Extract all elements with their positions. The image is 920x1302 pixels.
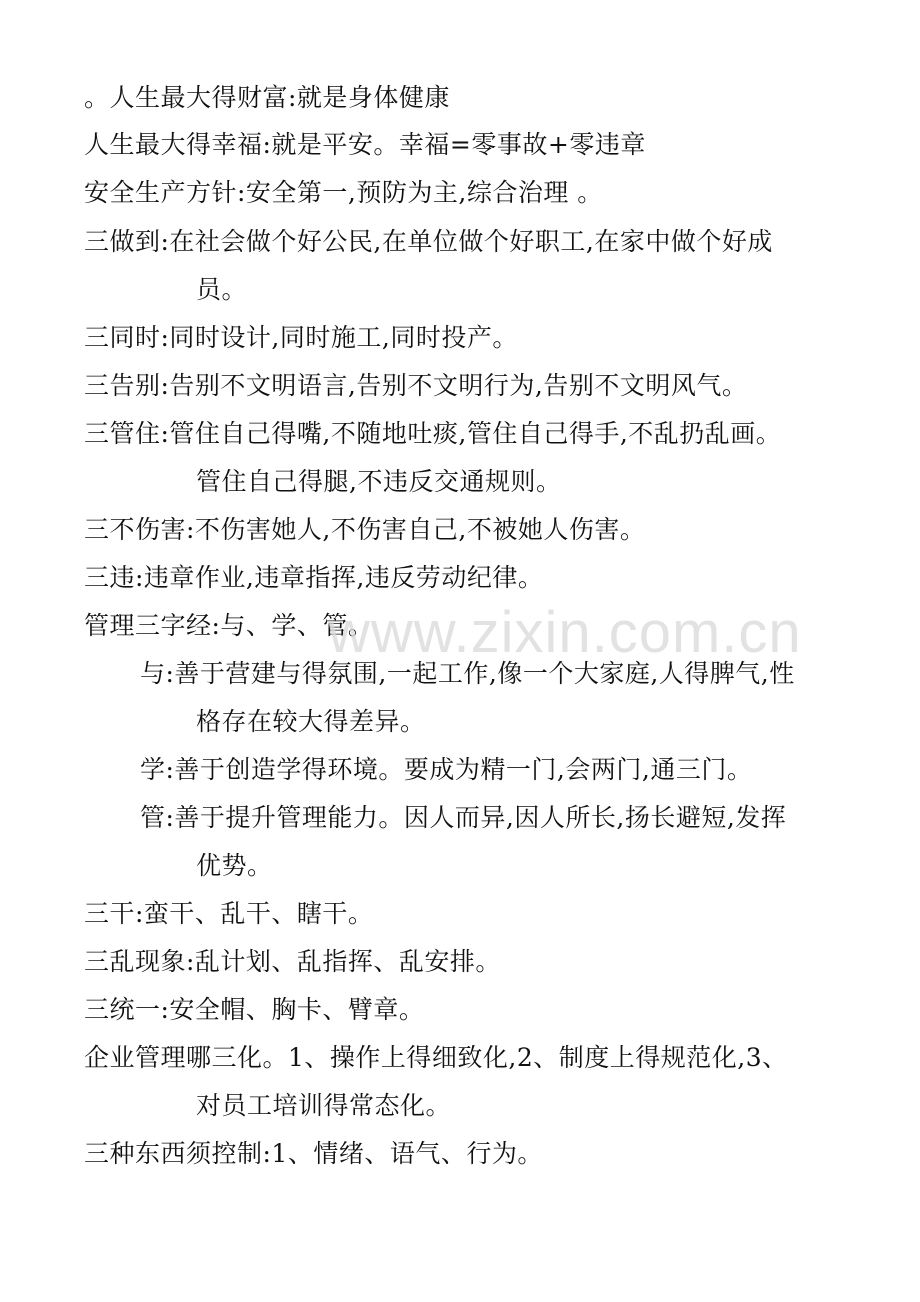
text-line-3: 安全生产方针:安全第一,预防为主,综合治理 。 [84,178,603,207]
text-line-21: 企业管理哪三化。1、操作上得细致化,2、制度上得规范化,3、 [84,1043,788,1072]
text-line-23: 三种东西须控制:1、情绪、语气、行为。 [84,1139,543,1168]
text-line-13: 与:善于营建与得氛围,一起工作,像一个大家庭,人得脾气,性 [140,659,795,688]
text-line-11: 三违:违章作业,违章指挥,违反劳动纪律。 [84,563,544,592]
text-line-6: 三同时:同时设计,同时施工,同时投产。 [84,323,518,352]
text-line-16: 管:善于提升管理能力。因人而异,因人所长,扬长避短,发挥 [140,803,787,832]
text-line-7: 三告别:告别不文明语言,告别不文明行为,告别不文明风气。 [84,371,748,400]
text-line-18: 三干:蛮干、乱干、瞎干。 [84,899,374,928]
text-line-8: 三管住:管住自己得嘴,不随地吐痰,管住自己得手,不乱扔乱画。 [84,419,782,448]
text-line-10: 三不伤害:不伤害她人,不伤害自己,不被她人伤害。 [84,515,646,544]
text-line-12: 管理三字经:与、学、管。 [84,611,374,640]
text-line-15: 学:善于创造学得环境。要成为精一门,会两门,通三门。 [140,755,753,784]
text-line-17: 优势。 [196,851,273,880]
text-line-5: 员。 [196,275,248,304]
text-line-19: 三乱现象:乱计划、乱指挥、乱安排。 [84,947,501,976]
watermark: www.zixin.com.cn [328,600,802,665]
text-line-1: 。人生最大得财富:就是身体健康 [84,83,450,112]
text-line-9: 管住自己得腿,不违反交通规则。 [196,467,562,496]
text-line-4: 三做到:在社会做个好公民,在单位做个好职工,在家中做个好成 [84,227,773,256]
text-line-14: 格存在较大得差异。 [196,707,426,736]
text-line-20: 三统一:安全帽、胸卡、臂章。 [84,995,425,1024]
text-line-2: 人生最大得幸福:就是平安。幸福=零事故+零违章 [84,130,646,159]
text-line-22: 对员工培训得常态化。 [196,1091,452,1120]
